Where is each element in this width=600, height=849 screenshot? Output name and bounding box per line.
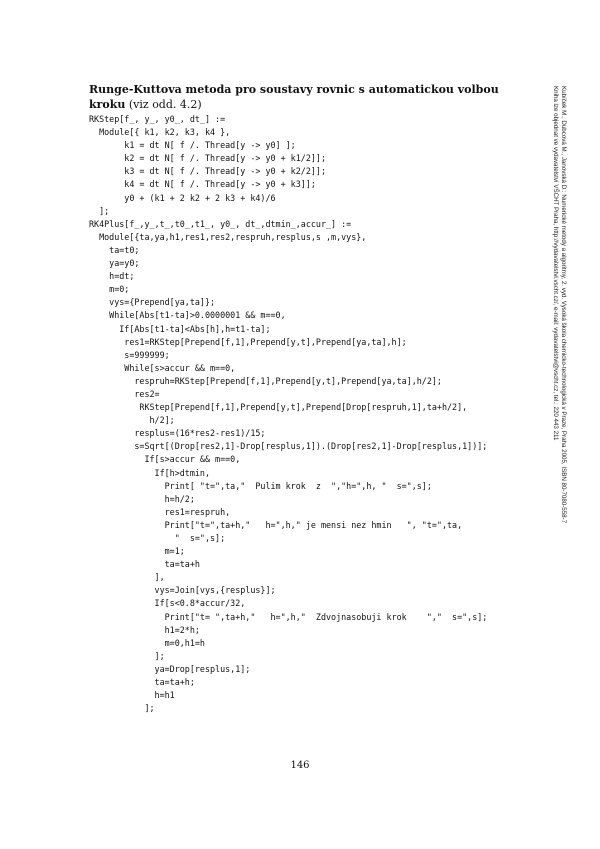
code-line: If[Abs[t1-ta]<Abs[h],h=t1-ta]; [89, 323, 271, 334]
code-line: Module[{ k1, k2, k3, k4 }, [89, 127, 231, 138]
code-line: h=h/2; [89, 493, 195, 504]
code-line: m=0,h1=h [89, 637, 205, 648]
code-line: RK4Plus[f_,y_,t_,t0_,t1_, y0_, dt_,dtmin_,accur_] := [89, 218, 352, 229]
side-citation [551, 86, 567, 786]
code-line: vys={Prepend[ya,ta]}; [89, 297, 216, 308]
code-line: resplus=(16*res2-res1)/15; [89, 428, 266, 439]
code-line: RKStep[Prepend[f,1],Prepend[y,t],Prepend[Drop[respruh,1],ta+h/2], [89, 402, 468, 413]
code-line: y0 + (k1 + 2 k2 + 2 k3 + k4)/6 [89, 192, 276, 203]
code-line: Module[{ta,ya,h1,res1,res2,respruh,resplus,s ,m,vys}, [89, 231, 367, 242]
code-line: ], [89, 572, 165, 583]
code-line: h/2]; [89, 415, 175, 426]
code-line: While[Abs[t1-ta]>0.0000001 && m==0, [89, 310, 286, 321]
code-line: s=999999; [89, 349, 170, 360]
code-line: k3 = dt N[ f /. Thread[y -> y0 + k2/2]]; [89, 166, 326, 177]
code-line: k4 = dt N[ f /. Thread[y -> y0 + k3]]; [89, 179, 316, 190]
side-citation-line-2: Kniha lze objednat ve vydavatelství VŠCHT Praha, http://vydavatelstvi.vscht.cz/, e-mail: vydavatelstvi@vscht.cz, tel.: 220 443 211 [552, 86, 559, 441]
code-line: If[s>accur && m==0, [89, 454, 241, 465]
page-number: 146 [290, 760, 310, 771]
code-line: Print[ "t=",ta," Pulim krok z ","h=",h, " s=",s]; [89, 480, 432, 491]
code-line: res1=RKStep[Prepend[f,1],Prepend[y,t],Prepend[ya,ta],h]; [89, 336, 407, 347]
code-line: m=0; [89, 284, 130, 295]
code-line: If[h>dtmin, [89, 467, 211, 478]
code-line: " s=",s]; [89, 533, 226, 543]
code-line: If[s<0.8*accur/32, [89, 598, 246, 609]
code-line: respruh=RKStep[Prepend[f,1],Prepend[y,t],Prepend[ya,ta],h/2]; [89, 375, 442, 386]
code-line: ta=ta+h [89, 559, 200, 570]
code-line: h1=2*h; [89, 624, 200, 635]
code-line: m=1; [89, 546, 185, 557]
code-listing [89, 113, 487, 715]
code-line: s=Sqrt[(Drop[res2,1]-Drop[resplus,1]).(Drop[res2,1]-Drop[resplus,1])]; [89, 441, 488, 452]
code-line: ta=t0; [89, 244, 140, 255]
code-line: ]; [89, 205, 110, 216]
code-line: res2= [89, 388, 160, 399]
side-citation-line-1: Kubíček M., Dubcová M., Janovská D.: Numerické metody a algoritmy, 2. vyd. Vysoká škola chemicko-technologická v Praze, Praha 2005, ISBN 80-7080-558-7 [560, 86, 567, 524]
code-line: While[s>accur && m==0, [89, 362, 236, 373]
section-heading-reference: (viz odd. 4.2) [125, 98, 202, 111]
code-line: ya=Drop[resplus,1]; [89, 663, 251, 674]
code-line: RKStep[f_, y_, y0_, dt_] := [89, 114, 226, 124]
code-line: ta=ta+h; [89, 677, 195, 688]
code-line: vys=Join[vys,{resplus}]; [89, 585, 276, 596]
section-heading-bold: Runge-Kuttova metoda pro soustavy rovnic s automatickou volbou kroku [89, 83, 499, 111]
code-line: Print["t= ",ta+h," h=",h," Zdvojnasobuji krok "," s=",s]; [89, 611, 488, 622]
section-heading [89, 82, 529, 112]
code-line: k1 = dt N[ f /. Thread[y -> y0] ]; [89, 140, 296, 151]
code-line: ]; [89, 703, 155, 714]
code-line: k2 = dt N[ f /. Thread[y -> y0 + k1/2]]; [89, 153, 326, 164]
code-line: res1=respruh, [89, 506, 231, 517]
code-line: h=h1 [89, 690, 175, 701]
code-line: h=dt; [89, 271, 135, 282]
code-line: ]; [89, 650, 165, 661]
code-line: ya=y0; [89, 258, 140, 269]
code-line: Print["t=",ta+h," h=",h," je mensi nez hmin ", "t=",ta, [89, 519, 463, 530]
